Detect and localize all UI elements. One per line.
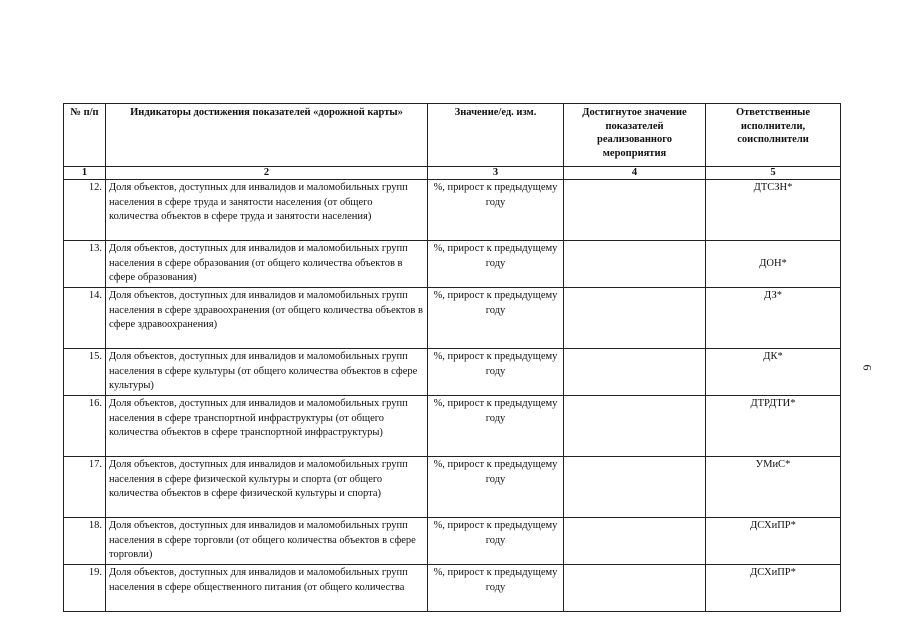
responsible: ДЗ* bbox=[706, 288, 841, 349]
header-achieved-value: Достигнутое значение показателей реализованного мероприятия bbox=[564, 104, 706, 167]
header-responsible: Ответственные исполнители, соисполнители bbox=[706, 104, 841, 167]
responsible: ДОН* bbox=[706, 241, 841, 288]
value-unit: %, прирост к предыдущему году bbox=[428, 349, 564, 396]
indicator-text: Доля объектов, доступных для инвалидов и маломобильных групп населения в сфере физической культуры и спорта (от общего количества объектов в сфере физической культуры и спорта) bbox=[106, 457, 428, 518]
indicator-text: Доля объектов, доступных для инвалидов и маломобильных групп населения в сфере труда и занятости населения (от общего количества объектов в сфере труда и занятости населения) bbox=[106, 180, 428, 241]
achieved-value bbox=[564, 180, 706, 241]
indicator-text: Доля объектов, доступных для инвалидов и маломобильных групп населения в сфере культуры (от общего количества объектов в сфере культуры) bbox=[106, 349, 428, 396]
value-unit: %, прирост к предыдущему году bbox=[428, 241, 564, 288]
achieved-value bbox=[564, 241, 706, 288]
header-row bbox=[64, 104, 841, 167]
responsible: УМиС* bbox=[706, 457, 841, 518]
value-unit: %, прирост к предыдущему году bbox=[428, 565, 564, 612]
achieved-value bbox=[564, 288, 706, 349]
column-number-row bbox=[64, 167, 841, 180]
indicator-text: Доля объектов, доступных для инвалидов и маломобильных групп населения в сфере образования (от общего количества объектов в сфере образования) bbox=[106, 241, 428, 288]
row-number: 13. bbox=[64, 241, 106, 288]
indicators-table bbox=[63, 103, 841, 612]
indicator-text: Доля объектов, доступных для инвалидов и маломобильных групп населения в сфере здравоохранения (от общего количества объектов в сфере здравоохранения) bbox=[106, 288, 428, 349]
column-number: 3 bbox=[428, 167, 564, 180]
column-number: 2 bbox=[106, 167, 428, 180]
row-number: 14. bbox=[64, 288, 106, 349]
table-row bbox=[64, 180, 841, 241]
value-unit: %, прирост к предыдущему году bbox=[428, 518, 564, 565]
responsible: ДСХиПР* bbox=[706, 518, 841, 565]
indicator-text: Доля объектов, доступных для инвалидов и маломобильных групп населения в сфере транспортной инфраструктуры (от общего количества объектов в сфере транспортной инфраструктуры) bbox=[106, 396, 428, 457]
column-number: 4 bbox=[564, 167, 706, 180]
row-number: 15. bbox=[64, 349, 106, 396]
table-row bbox=[64, 457, 841, 518]
row-number: 19. bbox=[64, 565, 106, 612]
column-number: 5 bbox=[706, 167, 841, 180]
responsible: ДСХиПР* bbox=[706, 565, 841, 612]
header-indicators: Индикаторы достижения показателей «дорожной карты» bbox=[106, 104, 428, 167]
page-number: 6 bbox=[860, 364, 875, 371]
responsible: ДК* bbox=[706, 349, 841, 396]
row-number: 18. bbox=[64, 518, 106, 565]
row-number: 16. bbox=[64, 396, 106, 457]
row-number: 17. bbox=[64, 457, 106, 518]
header-value-unit: Значение/ед. изм. bbox=[428, 104, 564, 167]
responsible: ДТРДТИ* bbox=[706, 396, 841, 457]
table-row bbox=[64, 288, 841, 349]
indicator-text: Доля объектов, доступных для инвалидов и маломобильных групп населения в сфере торговли (от общего количества объектов в сфере торговли) bbox=[106, 518, 428, 565]
achieved-value bbox=[564, 518, 706, 565]
value-unit: %, прирост к предыдущему году bbox=[428, 180, 564, 241]
indicator-text: Доля объектов, доступных для инвалидов и маломобильных групп населения в сфере общественного питания (от общего количества bbox=[106, 565, 428, 612]
achieved-value bbox=[564, 565, 706, 612]
column-number: 1 bbox=[64, 167, 106, 180]
header-number: № п/п bbox=[64, 104, 106, 167]
table-row bbox=[64, 565, 841, 612]
achieved-value bbox=[564, 349, 706, 396]
table-row bbox=[64, 396, 841, 457]
value-unit: %, прирост к предыдущему году bbox=[428, 457, 564, 518]
row-number: 12. bbox=[64, 180, 106, 241]
table-row bbox=[64, 518, 841, 565]
table-row bbox=[64, 349, 841, 396]
value-unit: %, прирост к предыдущему году bbox=[428, 288, 564, 349]
value-unit: %, прирост к предыдущему году bbox=[428, 396, 564, 457]
table-row bbox=[64, 241, 841, 288]
achieved-value bbox=[564, 396, 706, 457]
responsible: ДТСЗН* bbox=[706, 180, 841, 241]
achieved-value bbox=[564, 457, 706, 518]
